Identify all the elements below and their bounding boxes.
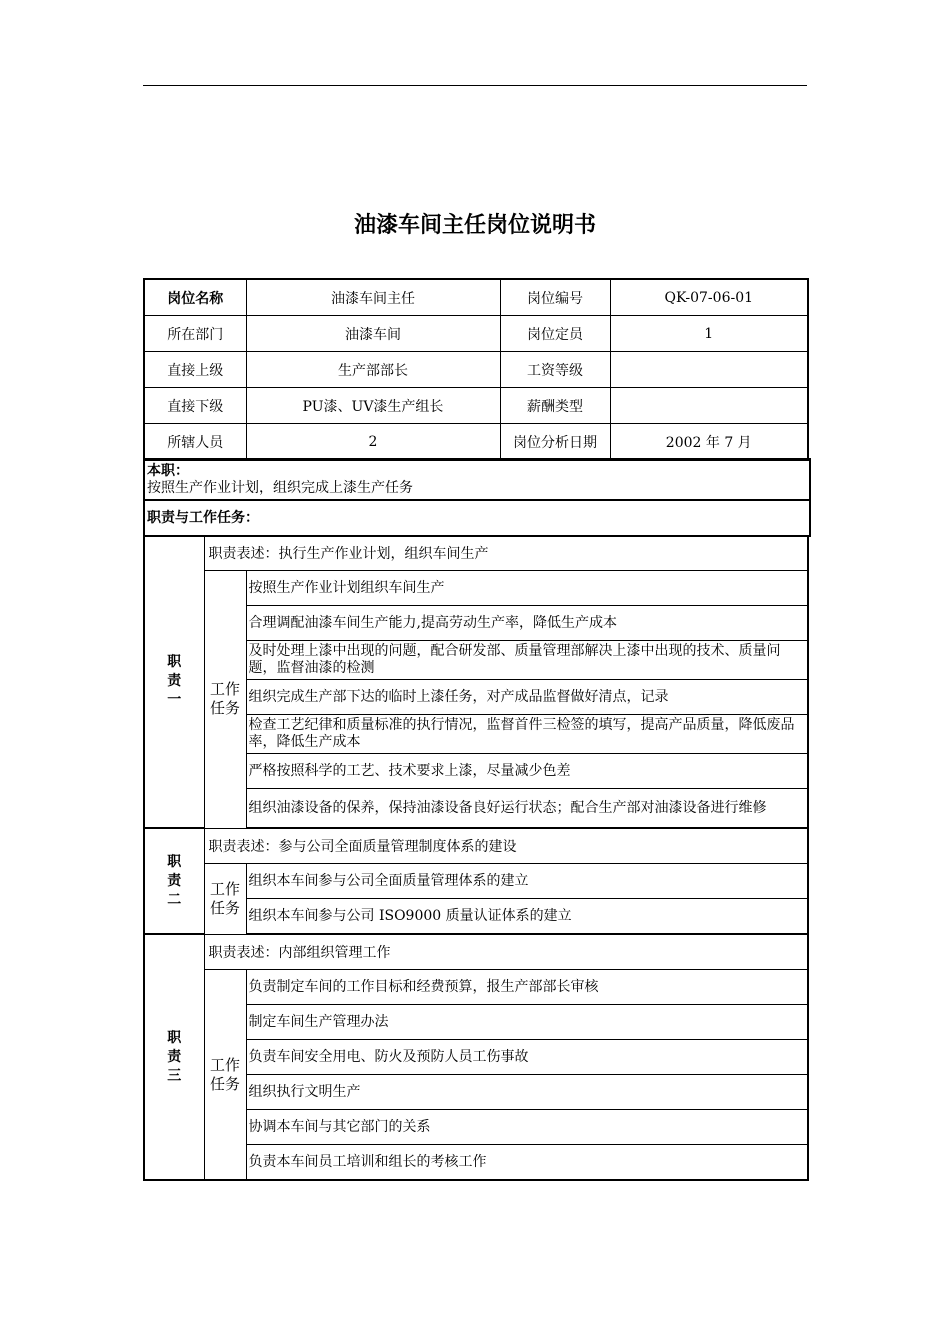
supervisor-value: 生产部部长	[246, 352, 500, 388]
department-label: 所在部门	[144, 316, 246, 352]
supervisor-label: 直接上级	[144, 352, 246, 388]
task-item: 合理调配油漆车间生产能力,提高劳动生产率，降低生产成本	[246, 606, 808, 641]
duty-statement-row	[144, 828, 808, 864]
task-label: 工作 任务	[204, 864, 246, 935]
task-item: 检查工艺纪律和质量标准的执行情况，监督首件三检签的填写，提高产品质量，降低废品率，降低生产成本	[246, 715, 808, 754]
duties-header: 职责与工作任务：	[147, 510, 259, 526]
duty-label: 职 责 二	[144, 828, 204, 934]
position-info-table	[143, 278, 809, 461]
duties-table	[143, 535, 809, 1181]
department-value: 油漆车间	[246, 316, 500, 352]
analysis-date-label: 岗位分析日期	[500, 424, 610, 461]
info-row	[144, 316, 808, 352]
salary-grade-label: 工资等级	[500, 352, 610, 388]
task-item: 负责车间安全用电、防火及预防人员工伤事故	[246, 1040, 808, 1075]
task-item: 组织本车间参与公司全面质量管理体系的建立	[246, 864, 808, 899]
duty-summary-block	[145, 460, 809, 501]
task-row	[144, 864, 808, 899]
duty-statement-row	[144, 536, 808, 571]
duty-summary-text: 按照生产作业计划，组织完成上漆生产任务	[147, 480, 413, 496]
task-item: 制定车间生产管理办法	[246, 1005, 808, 1040]
duty-statement: 职责表述：参与公司全面质量管理制度体系的建设	[204, 828, 808, 864]
pay-type-value	[610, 388, 808, 424]
summary-section	[143, 458, 811, 537]
duty-statement: 职责表述：执行生产作业计划，组织车间生产	[204, 536, 808, 571]
duties-header-block	[145, 501, 809, 535]
task-item: 组织执行文明生产	[246, 1075, 808, 1110]
duty-statement-row	[144, 934, 808, 970]
duty-summary-label: 本职：	[147, 463, 189, 479]
headcount-value: 1	[610, 316, 808, 352]
task-item: 组织完成生产部下达的临时上漆任务，对产成品监督做好清点，记录	[246, 680, 808, 715]
position-code-label: 岗位编号	[500, 279, 610, 316]
task-item: 按照生产作业计划组织车间生产	[246, 571, 808, 606]
task-item: 负责制定车间的工作目标和经费预算，报生产部部长审核	[246, 970, 808, 1005]
task-item: 负责本车间员工培训和组长的考核工作	[246, 1145, 808, 1181]
task-row	[144, 571, 808, 606]
info-row	[144, 424, 808, 461]
info-row	[144, 388, 808, 424]
staff-count-label: 所辖人员	[144, 424, 246, 461]
task-item: 及时处理上漆中出现的问题，配合研发部、质量管理部解决上漆中出现的技术、质量问题，监督油漆的检测	[246, 641, 808, 680]
subordinates-value: PU漆、UV漆生产组长	[246, 388, 500, 424]
task-item: 组织本车间参与公司 ISO9000 质量认证体系的建立	[246, 899, 808, 935]
duty-label: 职 责 一	[144, 536, 204, 829]
position-code-value: QK-07-06-01	[610, 279, 808, 316]
analysis-date-value: 2002 年 7 月	[610, 424, 808, 461]
staff-count-value: 2	[246, 424, 500, 461]
subordinates-label: 直接下级	[144, 388, 246, 424]
info-row	[144, 352, 808, 388]
task-item: 组织油漆设备的保养，保持油漆设备良好运行状态；配合生产部对油漆设备进行维修	[246, 789, 808, 829]
task-item: 严格按照科学的工艺、技术要求上漆，尽量减少色差	[246, 754, 808, 789]
info-row	[144, 279, 808, 316]
header-rule	[143, 85, 807, 86]
pay-type-label: 薪酬类型	[500, 388, 610, 424]
document-title: 油漆车间主任岗位说明书	[353, 213, 596, 238]
task-item: 协调本车间与其它部门的关系	[246, 1110, 808, 1145]
task-row	[144, 970, 808, 1005]
salary-grade-value	[610, 352, 808, 388]
task-label: 工作 任务	[204, 970, 246, 1181]
position-name-value: 油漆车间主任	[246, 279, 500, 316]
duty-statement: 职责表述：内部组织管理工作	[204, 934, 808, 970]
position-name-label: 岗位名称	[144, 279, 246, 316]
task-label: 工作 任务	[204, 571, 246, 829]
duty-label: 职 责 三	[144, 934, 204, 1180]
headcount-label: 岗位定员	[500, 316, 610, 352]
